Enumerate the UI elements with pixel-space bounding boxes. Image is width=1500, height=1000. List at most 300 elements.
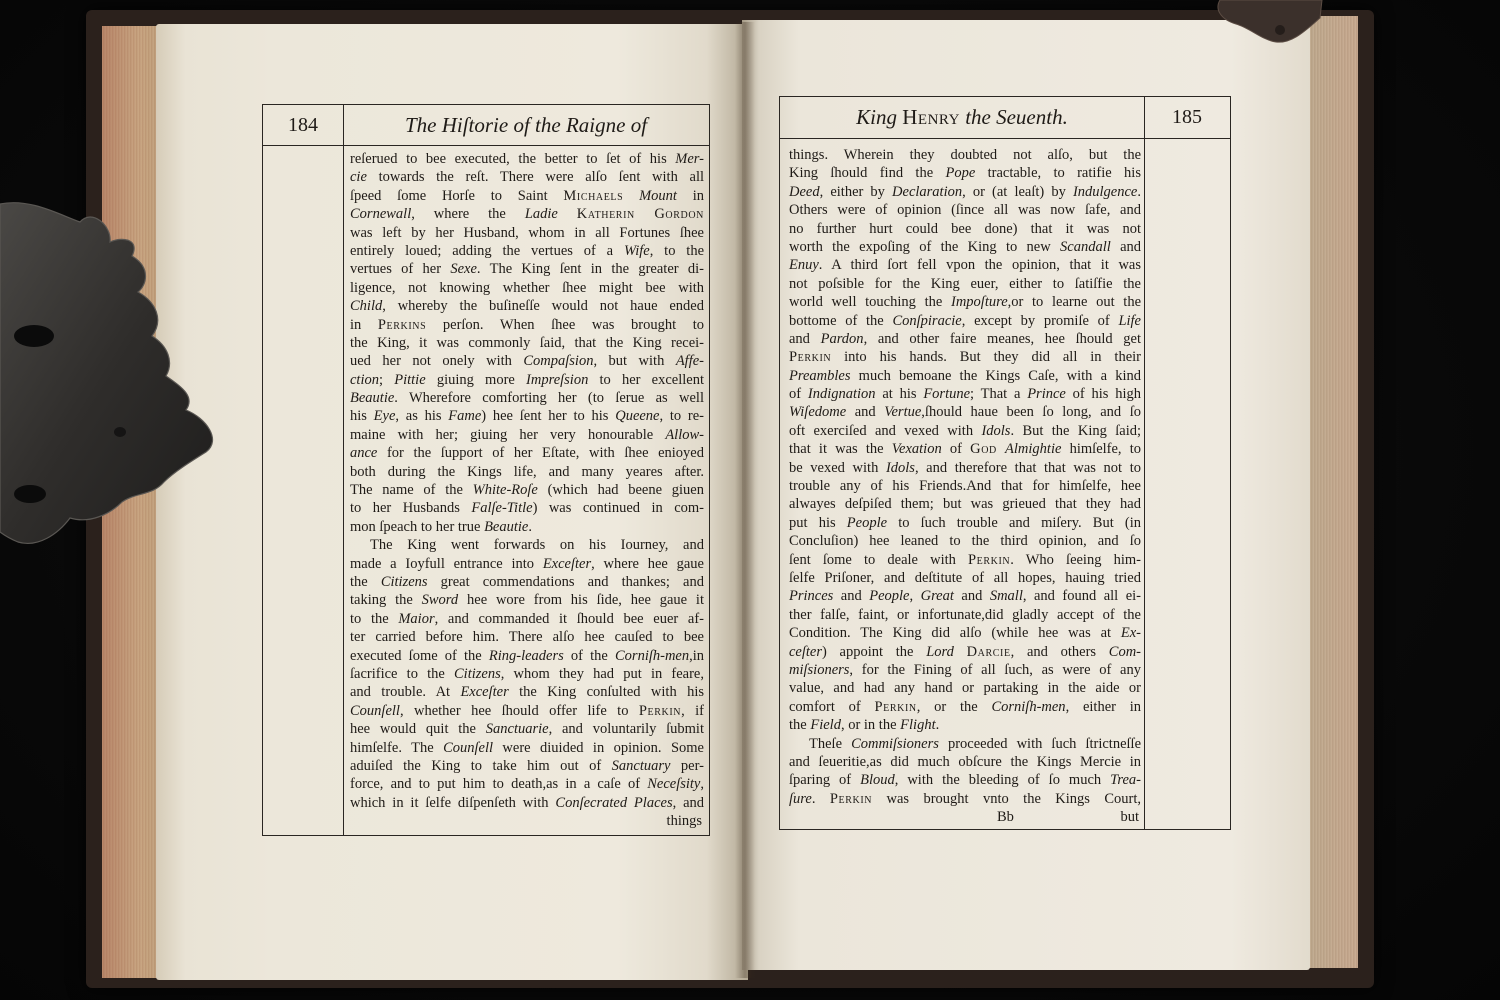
text-line <box>350 371 704 389</box>
clasp-plate <box>1218 0 1322 42</box>
text-line-content <box>789 256 1141 274</box>
text-line <box>350 407 704 425</box>
roman-text: Others were of opinion (ſince all was now ſafe, and <box>789 202 1141 219</box>
roman-text: , <box>909 588 921 605</box>
text-line-content <box>350 647 704 665</box>
italic-text: Preambles <box>789 367 851 384</box>
italic-text: Exceſter <box>542 555 592 572</box>
italic-text: Declaration <box>892 183 963 200</box>
roman-text: ther falſe, faint, or infortunate,did gladly accept of the <box>789 606 1141 623</box>
roman-text: taking the <box>350 592 422 609</box>
roman-text: hee wore from his ſide, hee gaue it <box>458 592 704 609</box>
text-line <box>789 348 1141 366</box>
italic-text: Commiſsioners <box>851 735 939 752</box>
text-line <box>350 352 704 370</box>
roman-text: hee would quit the <box>350 721 486 738</box>
roman-text: ; <box>379 371 395 388</box>
text-line-content <box>350 334 704 352</box>
roman-text: , where hee gaue <box>591 555 704 572</box>
roman-text: ; That a <box>970 386 1028 403</box>
roman-text: no further hurt could bee done) that it was not <box>789 220 1141 237</box>
italic-text: Almightie <box>1005 441 1062 458</box>
italic-text: Pittie <box>394 371 426 388</box>
text-line-content <box>350 260 704 278</box>
roman-text: to ſuch trouble and miſery. But (in <box>887 514 1142 531</box>
text-line-content <box>789 330 1141 348</box>
italic-text: Maior <box>398 610 435 627</box>
italic-text: Beautie <box>484 518 529 535</box>
text-line <box>789 422 1141 440</box>
italic-text: Citizens <box>380 573 428 590</box>
text-line <box>789 753 1141 771</box>
roman-text: tractable, to ratifie his <box>975 165 1141 182</box>
text-line-content <box>350 757 704 775</box>
text-line-content <box>350 407 704 425</box>
italic-text: Enuy <box>789 257 819 274</box>
text-line-content <box>789 422 1141 440</box>
italic-text: ction <box>350 371 379 388</box>
roman-text: , but with <box>593 353 676 370</box>
italic-text: Impreſsion <box>526 371 589 388</box>
italic-text: Prince <box>1027 386 1066 403</box>
text-line-content <box>350 794 704 812</box>
roman-text: force, and to put him to death,as in a caſe of <box>350 776 648 793</box>
text-line-content <box>809 735 1141 753</box>
text-line <box>350 628 704 646</box>
roman-text: ſelfe Priſoner, and deſtitute of all hopes, hauing tried <box>789 569 1141 586</box>
text-line <box>789 164 1141 182</box>
roman-text: , or the <box>916 698 992 715</box>
text-line-content <box>789 477 1141 495</box>
text-line-content <box>350 389 704 407</box>
text-line-content <box>350 499 704 517</box>
small-caps-name: God <box>970 441 997 458</box>
italic-text: Indignation <box>807 386 876 403</box>
text-line-content <box>350 316 704 334</box>
text-line <box>350 499 704 517</box>
text-line <box>350 610 704 628</box>
roman-text: ,or to learne out the <box>1007 294 1141 311</box>
text-line-content <box>789 495 1141 513</box>
small-caps-name: Katherin Gordon <box>576 206 704 223</box>
text-line-content <box>789 790 1141 808</box>
roman-text: world well touching the <box>789 294 951 311</box>
text-line-content <box>350 610 704 628</box>
italic-text: Allow- <box>665 426 704 443</box>
italic-text: Field <box>810 717 841 734</box>
roman-text: maine with her; giuing her very honourable <box>350 426 666 443</box>
italic-text: Vexation <box>891 441 942 458</box>
text-line <box>789 440 1141 458</box>
text-line <box>350 316 704 334</box>
roman-text: , with the bleeding of ſo much <box>894 772 1111 789</box>
text-line <box>350 757 704 775</box>
text-line <box>350 647 704 665</box>
italic-text: Conſecrated Places <box>555 794 673 811</box>
roman-text: ter carried before him. There alſo hee cauſed to bee <box>350 629 704 646</box>
roman-text: proceeded with ſuch ſtrictneſſe <box>938 735 1142 752</box>
italic-text: Beautie <box>350 390 395 407</box>
text-line-content <box>789 220 1141 238</box>
text-line <box>350 426 704 444</box>
roman-text: which in it ſelfe diſpenſeth with <box>350 794 556 811</box>
roman-text: comfort of <box>789 698 875 715</box>
text-line-content <box>789 753 1141 771</box>
book-gutter <box>735 22 755 978</box>
roman-text: things. Wherein they doubted not alſo, but the <box>789 147 1141 163</box>
running-title: The Hiſtorie of the Raigne of <box>404 113 648 137</box>
roman-text: , and found all ei- <box>1022 588 1141 605</box>
italic-text: Sword <box>421 592 459 609</box>
roman-text: Concluſion) hee leaned to the third opinion, and ſo <box>789 533 1141 550</box>
text-line <box>789 183 1141 201</box>
text-line-content <box>350 739 704 757</box>
text-line-content <box>350 518 532 536</box>
roman-text: mon ſpeach to her true <box>350 518 485 535</box>
text-line-content <box>789 661 1141 679</box>
roman-text: was brought vnto the Kings Court, <box>872 790 1142 807</box>
italic-text: Fortune <box>923 386 971 403</box>
roman-text: be vexed with <box>789 459 886 476</box>
text-line-content <box>789 624 1141 642</box>
roman-text: trouble any of his Friends.And that for himſelfe, hee <box>789 478 1141 495</box>
text-line-content <box>350 371 704 389</box>
roman-text: into his hands. But they did all in their <box>831 349 1141 366</box>
text-line-content <box>789 348 1141 366</box>
small-caps-name: Perkin <box>638 702 682 719</box>
text-line-content <box>789 183 1141 201</box>
text-line-content <box>789 551 1141 569</box>
text-line <box>789 220 1141 238</box>
text-line <box>789 495 1141 513</box>
roman-text: ,in <box>689 647 705 664</box>
italic-text: Cornewall <box>350 206 412 223</box>
italic-text: Life <box>1118 312 1141 329</box>
italic-text: ance <box>350 445 378 462</box>
roman-text: , and voluntarily ſubmit <box>548 721 704 738</box>
roman-text: was left by her Husband, whom in all Fortunes ſhee <box>350 224 704 241</box>
roman-text: , whether hee ſhould offer life to <box>399 702 639 719</box>
text-line-content <box>350 683 704 701</box>
roman-text: alwayes deſpiſed them; but was grieued that they had <box>789 496 1141 513</box>
page-number: 184 <box>288 114 318 136</box>
small-caps-name: Perkins <box>377 316 427 333</box>
italic-text: Pope <box>945 165 976 182</box>
text-line-content <box>350 352 704 370</box>
text-line <box>350 794 704 812</box>
text-line <box>350 168 704 186</box>
roman-text <box>558 206 577 222</box>
text-line <box>789 569 1141 587</box>
italic-text: Ladie <box>524 206 558 223</box>
italic-text: Flight <box>900 717 936 734</box>
roman-text: , where the <box>411 206 525 223</box>
roman-text: . But the King ſaid; <box>1010 422 1142 439</box>
text-line <box>789 367 1141 385</box>
text-line <box>350 224 704 242</box>
italic-text: Affe- <box>675 353 704 370</box>
italic-text: Counſell <box>443 739 494 756</box>
roman-text: . <box>528 518 532 535</box>
text-line <box>789 587 1141 605</box>
italic-text: Child <box>350 298 383 315</box>
italic-text: Citizens <box>454 665 501 682</box>
text-line-content <box>350 720 704 738</box>
text-line-content <box>350 463 704 481</box>
text-line-content <box>350 426 704 444</box>
text-line <box>789 735 1141 753</box>
roman-text: , except by promiſe of <box>961 312 1119 329</box>
text-line-content <box>789 606 1141 624</box>
roman-text: of <box>789 386 808 403</box>
italic-text: Indulgence <box>1072 183 1138 200</box>
text-line <box>789 643 1141 661</box>
margin-rule <box>1144 97 1145 829</box>
text-line-content <box>789 532 1141 550</box>
roman-text: not poſsible for the King euer, either to ſatiſfie the <box>789 275 1141 292</box>
text-line <box>350 205 704 223</box>
roman-text: of the <box>563 647 615 664</box>
metal-clasp-right <box>1210 0 1325 46</box>
roman-text: of his high <box>1065 386 1141 403</box>
text-line <box>350 536 704 554</box>
roman-text: in <box>676 187 705 204</box>
text-line-content <box>350 242 704 260</box>
text-line <box>789 312 1141 330</box>
running-title <box>780 97 1144 138</box>
catchword: but <box>1120 809 1139 826</box>
text-line <box>789 551 1141 569</box>
italic-text: Mount <box>639 187 677 204</box>
text-line <box>789 256 1141 274</box>
roman-text: ued her not onely with <box>350 353 524 370</box>
text-line-content <box>789 367 1141 385</box>
text-line <box>789 293 1141 311</box>
italic-text: Compaſsion <box>523 353 594 370</box>
italic-text: Vertue <box>884 404 922 421</box>
roman-text: . Wherefore comforting her (to ſerue as well <box>394 390 704 407</box>
italic-text: Fame <box>448 408 482 425</box>
text-line-content <box>789 716 939 734</box>
italic-text: White-Roſe <box>472 482 538 499</box>
italic-text: Neceſsity <box>647 776 701 793</box>
text-line-content <box>350 297 704 315</box>
roman-text: the <box>789 717 811 734</box>
text-line <box>789 459 1141 477</box>
roman-text <box>997 441 1005 457</box>
text-line <box>789 771 1141 789</box>
italic-text: Idols <box>885 459 915 476</box>
text-line <box>350 481 704 499</box>
italic-text: Small <box>989 588 1023 605</box>
roman-text: at his <box>875 386 924 403</box>
roman-text: bottome of the <box>789 312 893 329</box>
roman-text: and <box>789 330 821 347</box>
text-line-content <box>789 403 1141 421</box>
roman-text: , and <box>672 794 705 811</box>
text-line-content <box>350 205 704 223</box>
italic-text: Bloud <box>860 772 895 789</box>
text-line <box>350 555 704 573</box>
italic-text: Idols <box>981 422 1011 439</box>
roman-text: and trouble. At <box>350 684 461 701</box>
roman-text: that it was the <box>789 441 892 458</box>
text-line <box>350 444 704 462</box>
text-line-content <box>789 771 1141 789</box>
text-line-content <box>350 573 704 591</box>
text-line <box>350 260 704 278</box>
text-line <box>789 716 1141 734</box>
roman-text: his <box>350 408 374 425</box>
text-line-content <box>350 444 704 462</box>
roman-text: of <box>941 441 971 458</box>
text-line <box>350 297 704 315</box>
roman-text: , whereby the buſineſſe would not haue ended <box>382 298 704 315</box>
roman-text: and ſeueritie,as did much obſcure the Kings Mercie in <box>789 753 1141 770</box>
roman-text: were diuided in opinion. Some <box>493 739 704 756</box>
text-line-content <box>350 168 704 186</box>
roman-text: , if <box>681 702 705 719</box>
italic-text: Sexe <box>450 261 477 278</box>
roman-text: towards the reſt. There were alſo ſent with all <box>366 169 704 186</box>
italic-text: Sanctuary <box>611 757 671 774</box>
text-line <box>350 518 704 536</box>
roman-text: Theſe <box>809 735 852 752</box>
italic-text: Trea- <box>1110 772 1142 789</box>
text-line-content <box>789 587 1141 605</box>
signature-mark: Bb <box>997 809 1014 826</box>
text-line-content <box>789 275 1141 293</box>
roman-text: ſpeed ſome Horſe to Saint <box>350 187 564 204</box>
small-caps-name: Darcie <box>966 643 1011 660</box>
roman-text: , for the Fining of all ſuch, as were of any <box>849 661 1141 678</box>
margin-rule <box>343 105 344 835</box>
text-column-left <box>350 150 704 812</box>
text-line-content <box>789 679 1141 697</box>
italic-text: miſsioners <box>789 661 850 678</box>
text-line-content <box>789 312 1141 330</box>
roman-text <box>954 644 967 660</box>
roman-text: , to re- <box>659 408 704 425</box>
text-line-content <box>350 591 704 609</box>
roman-text: and <box>953 588 990 605</box>
italic-text: Pardon <box>820 330 864 347</box>
text-line <box>350 591 704 609</box>
italic-text: Princes <box>789 588 834 605</box>
italic-text: Eye <box>373 408 396 425</box>
italic-text: Deed <box>789 183 820 200</box>
italic-text: Com- <box>1108 643 1142 660</box>
running-title-name: Henry <box>902 105 960 129</box>
roman-text: perſon. When ſhee was brought to <box>426 316 704 333</box>
small-caps-name: Perkin <box>968 551 1011 568</box>
roman-text: in <box>350 316 378 333</box>
roman-text: . <box>935 717 940 734</box>
small-caps-name: Perkin <box>874 698 917 715</box>
text-line-content <box>789 440 1141 458</box>
text-line <box>789 201 1141 219</box>
roman-text: , or (at leaſt) by <box>962 183 1073 200</box>
roman-text: , as his <box>395 408 449 425</box>
text-line <box>789 477 1141 495</box>
roman-text: to her Husbands <box>350 500 472 517</box>
italic-text: Sanctuarie <box>485 721 549 738</box>
roman-text: (which had beene giuen <box>537 482 704 499</box>
roman-text: the King conſulted with his <box>508 684 704 701</box>
roman-text: ſacrifice to the <box>350 665 455 682</box>
roman-text: worth the expoſing of the King to new <box>789 238 1061 255</box>
roman-text: giuing more <box>425 371 527 388</box>
roman-text: , and others <box>1010 643 1109 660</box>
roman-text: The name of the <box>350 482 473 499</box>
text-line-content <box>350 224 704 242</box>
roman-text <box>623 188 639 204</box>
text-line-content <box>350 481 704 499</box>
italic-text: People <box>846 514 888 531</box>
italic-text: Impoſture <box>950 294 1008 311</box>
text-line-content <box>350 628 704 646</box>
roman-text: entirely loued; adding the vertues of a <box>350 242 624 259</box>
roman-text: ligence, not knowing whether ſhee might bee with <box>350 279 704 296</box>
roman-text: himſelfe. The <box>350 739 444 756</box>
text-line <box>789 698 1141 716</box>
text-line <box>350 389 704 407</box>
text-line-content <box>350 665 704 683</box>
clasp-hole <box>14 485 46 503</box>
italic-text: Great <box>920 588 954 605</box>
roman-text: . A third ſort fell vpon the opinion, that it was <box>818 257 1141 274</box>
roman-text: put his <box>789 514 847 531</box>
roman-text: , to the <box>649 242 705 259</box>
roman-text: , either by <box>819 183 893 200</box>
text-line <box>789 661 1141 679</box>
text-line <box>789 532 1141 550</box>
text-line <box>350 720 704 738</box>
header-rule <box>780 138 1230 139</box>
text-line-content <box>789 164 1141 182</box>
text-line <box>350 463 704 481</box>
italic-text: Counſell <box>350 702 400 719</box>
text-line-content <box>789 385 1141 403</box>
roman-text: , whom they had put in feare, <box>500 665 704 682</box>
roman-text: ) was continued in com- <box>532 500 704 517</box>
text-line <box>350 775 704 793</box>
text-line <box>789 146 1141 164</box>
text-line <box>789 403 1141 421</box>
roman-text: . <box>1137 183 1141 200</box>
text-line <box>789 606 1141 624</box>
roman-text: King ſhould find the <box>789 165 946 182</box>
roman-text: value, and had any hand or partaking in the aide or <box>789 680 1141 697</box>
italic-text: Corniſh-men <box>615 647 690 664</box>
text-line <box>350 279 704 297</box>
page-foot-left <box>350 812 704 830</box>
small-caps-name: Perkin <box>829 790 873 807</box>
text-line <box>350 187 704 205</box>
text-line <box>350 702 704 720</box>
roman-text: executed ſome of the <box>350 647 489 664</box>
roman-text: and <box>833 588 870 605</box>
metal-clasp-left <box>0 196 225 556</box>
roman-text: much bemoane the Kings Caſe, with a kind <box>850 367 1141 384</box>
text-line-content <box>789 643 1141 661</box>
roman-text: . Who ſeeing him- <box>1010 551 1141 568</box>
text-line-content <box>789 514 1141 532</box>
text-column-right <box>789 146 1141 808</box>
roman-text: reſerued to bee executed, the better to ſet of his <box>350 151 676 167</box>
italic-text: ſure <box>789 790 812 807</box>
text-line <box>789 275 1141 293</box>
